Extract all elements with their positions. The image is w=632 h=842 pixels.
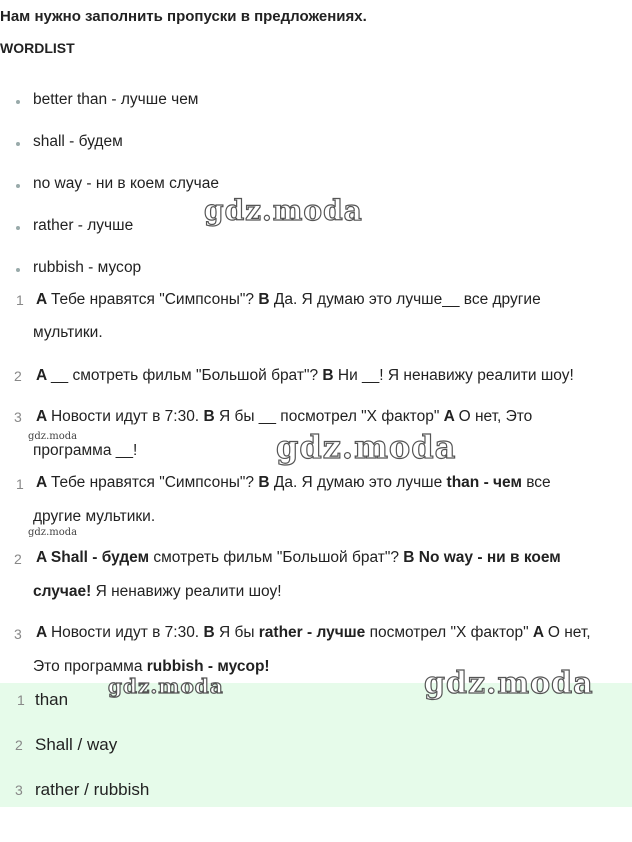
bullet-dot (16, 226, 20, 230)
wordlist-label: WORDLIST (0, 40, 75, 56)
bullet-dot (16, 184, 20, 188)
text-segment: другие мультики. (33, 508, 156, 525)
bullet-dot (16, 268, 20, 272)
exercise-line (36, 408, 532, 426)
text-segment: Я ненавижу реалити шоу! (91, 583, 282, 600)
item-number: 1 (17, 692, 25, 708)
text-segment: Я бы (218, 624, 259, 641)
text-segment: Ни __! Я ненавижу реалити шоу! (337, 367, 574, 384)
bold-segment: B No way - ни в коем (403, 549, 561, 566)
text-segment: Я бы __ посмотрел "Х фактор" (218, 408, 444, 425)
text-segment: Да. Я думаю это лучше (273, 474, 447, 491)
text-segment: __ смотреть фильм "Большой брат"? (50, 367, 323, 384)
bold-segment: B (258, 474, 274, 491)
bold-segment: A (443, 408, 459, 425)
page-heading: Нам нужно заполнить пропуски в предложениях. (0, 8, 367, 25)
exercise-line (36, 367, 574, 385)
wordlist-item: better than - лучше чем (33, 91, 199, 108)
answer-text: than (35, 690, 69, 709)
item-number: 2 (15, 737, 23, 753)
item-number: 1 (16, 476, 24, 492)
watermark: gdz.moda (424, 666, 594, 701)
bold-segment: A (36, 624, 51, 641)
text-segment: О нет, Это (458, 408, 533, 425)
bullet-dot (16, 100, 20, 104)
text-segment: посмотрел "Х фактор" (365, 624, 533, 641)
watermark: gdz.moda (108, 674, 224, 698)
bold-segment: случае! (33, 583, 92, 600)
text-segment: Тебе нравятся "Симпсоны"? (50, 474, 259, 491)
text-segment: программа __! (33, 442, 138, 459)
watermark: gdz.moda (204, 194, 363, 227)
text-segment: все (521, 474, 551, 491)
bold-segment: A (36, 291, 51, 308)
bold-segment: B (322, 367, 338, 384)
text-segment: Тебе нравятся "Симпсоны"? (50, 291, 259, 308)
item-number: 2 (14, 551, 22, 567)
exercise-line (36, 291, 541, 309)
bold-segment: B (258, 291, 274, 308)
bold-segment: A (36, 367, 51, 384)
solution-line (36, 474, 551, 492)
wordlist-item: rather - лучше (33, 217, 134, 234)
watermark-small: gdz.moda (28, 431, 78, 442)
watermark: gdz.moda (276, 428, 457, 466)
exercise-line (33, 324, 103, 342)
bold-segment: than - чем (446, 474, 522, 491)
wordlist-item: no way - ни в коем случае (33, 175, 219, 192)
item-number: 3 (14, 626, 22, 642)
bold-segment: A (36, 408, 51, 425)
text-segment: Это программа (33, 658, 147, 675)
answer-text: rather / rubbish (35, 780, 150, 799)
watermark-small: gdz.moda (28, 527, 78, 538)
text-segment: мультики. (33, 324, 103, 341)
bold-segment: B (203, 408, 219, 425)
item-number: 2 (14, 368, 22, 384)
item-number: 1 (16, 292, 24, 308)
text-segment: Новости идут в 7:30. (50, 408, 204, 425)
text-segment: Да. Я думаю это лучше__ все другие (273, 291, 541, 308)
wordlist-item: shall - будем (33, 133, 123, 150)
bold-segment: rubbish - мусор! (146, 658, 270, 675)
bold-segment: A Shall - будем (36, 549, 150, 566)
item-number: 3 (15, 782, 23, 798)
bold-segment: B (203, 624, 219, 641)
text-segment: О нет, (547, 624, 591, 641)
solution-line (33, 583, 282, 601)
item-number: 3 (14, 409, 22, 425)
wordlist-item: rubbish - мусор (33, 259, 142, 276)
bold-segment: A (36, 474, 51, 491)
bold-segment: rather - лучше (258, 624, 366, 641)
answer-text: Shall / way (35, 735, 118, 754)
solution-line (36, 624, 591, 642)
bullet-dot (16, 142, 20, 146)
solution-line (36, 549, 561, 567)
bold-segment: A (532, 624, 548, 641)
text-segment: Новости идут в 7:30. (50, 624, 204, 641)
exercise-line (33, 442, 137, 460)
solution-line (33, 508, 155, 526)
text-segment: смотреть фильм "Большой брат"? (149, 549, 404, 566)
